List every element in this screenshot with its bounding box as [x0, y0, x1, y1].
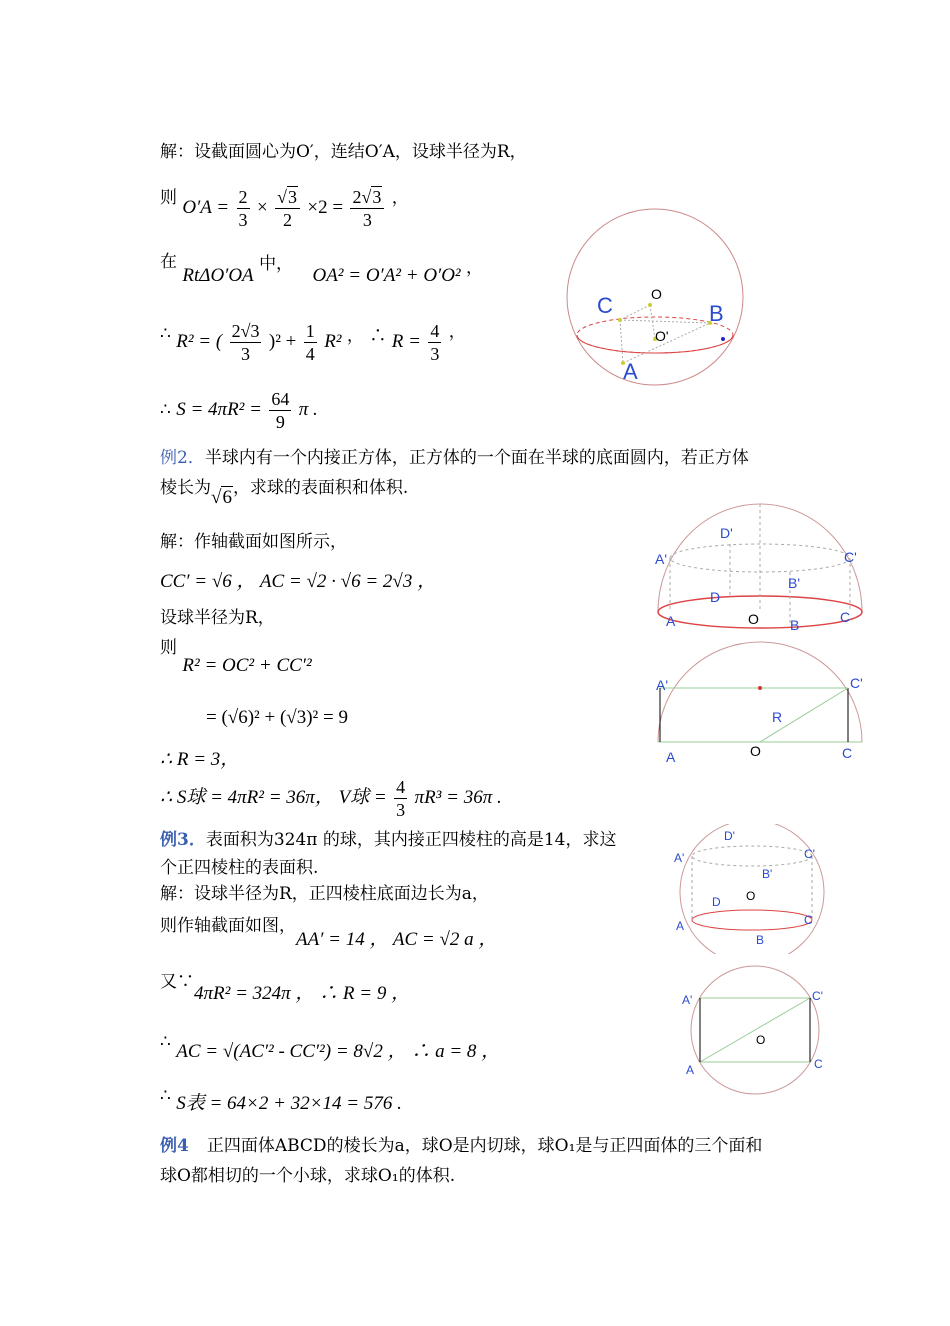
svg-text:A': A': [656, 677, 669, 693]
ex1-line5: ∴ S = 4πR² = $\frac{64}{9}$ π .: [160, 389, 318, 432]
ex2-sol-7: ∴ S球 = 4πR² = 36π， V球 = $\frac{4}{3}$ πR³ = 36π .: [160, 777, 502, 820]
figure-5-section: [680, 962, 830, 1098]
svg-text:A: A: [623, 359, 638, 384]
svg-text:C: C: [842, 745, 853, 761]
svg-text:C': C': [844, 549, 857, 565]
svg-text:O: O: [651, 286, 662, 302]
svg-text:A': A': [674, 851, 685, 865]
ex2-sol-4: 则 R² = OC² + CC′²: [160, 638, 312, 676]
svg-text:D: D: [710, 589, 721, 605]
svg-text:O: O: [746, 889, 756, 903]
ex1-line3: 在 RtΔO′OA 中， OA² = O′A² + O′O² ，: [160, 252, 484, 286]
svg-text:C': C': [812, 989, 823, 1003]
svg-text:D': D': [724, 829, 735, 843]
ex3-title-line2: 个正四棱柱的表面积.: [160, 858, 319, 878]
svg-text:C': C': [804, 847, 815, 861]
svg-text:A': A': [682, 993, 693, 1007]
svg-text:C: C: [840, 609, 851, 625]
svg-text:B: B: [756, 933, 765, 947]
ex3-sol-1: 解：设球半径为R，正四棱柱底面边长为a，: [160, 884, 489, 904]
svg-text:A: A: [666, 749, 676, 765]
svg-text:O: O: [750, 743, 761, 759]
ex1-line1: 解：设截面圆心为O′，连结O′A，设球半径为R，: [160, 142, 527, 162]
ex3-sol-3: 又∵4πR² = 324π ， ∴ R = 9 ，: [160, 972, 411, 1004]
figure-4-sphere-prism: [672, 824, 832, 954]
svg-text:C': C': [850, 675, 863, 691]
ex4-line2: 球O都相切的一个小球，求球O₁的体积.: [160, 1166, 456, 1186]
ex2-sol-2: CC′ = √6 ， AC = √2 · √6 = 2√3 ，: [160, 571, 437, 592]
svg-text:B: B: [709, 301, 724, 326]
ex4-line1: 例4 正四面体ABCD的棱长为a，球O是内切球，球O₁是与正四面体的三个面和: [160, 1136, 763, 1156]
svg-text:B': B': [762, 867, 773, 881]
ex2-sol-6: ∴ R = 3，: [160, 749, 240, 770]
svg-text:O: O: [756, 1033, 766, 1047]
svg-text:A: A: [676, 919, 685, 933]
svg-text:A: A: [666, 613, 676, 629]
ex2-title-line: 例2．半球内有一个内接正方体，正方体的一个面在半球的底面圆内，若正方体: [160, 448, 749, 468]
ex2-sol-1: 解：作轴截面如图所示，: [160, 532, 347, 552]
ex2-sol-3: 设球半径为R，: [160, 608, 275, 628]
svg-text:A': A': [655, 551, 668, 567]
ex1-line4: ∴ R² = ( $\frac{2√3}{3}$ )² + $\frac{1}{4}$ R² ， ∴ R = $\frac{4}{3}$ ，: [160, 321, 466, 364]
svg-text:O': O': [655, 328, 669, 344]
svg-text:D': D': [720, 525, 733, 541]
figure-1-sphere: [555, 205, 755, 390]
svg-text:O: O: [748, 611, 759, 627]
svg-text:C: C: [804, 913, 813, 927]
svg-text:A: A: [686, 1063, 695, 1077]
svg-text:B': B': [788, 575, 801, 591]
ex3-sol-2: 则作轴截面如图，AA′ = 14 ， AC = √2 a ，: [160, 916, 498, 950]
svg-text:D: D: [712, 895, 721, 909]
ex2-sol-5: = (√6)² + (√3)² = 9: [206, 707, 348, 728]
ex3-title-line: 例3．表面积为324π 的球，其内接正四棱柱的高是14，求这: [160, 830, 617, 850]
svg-text:B: B: [790, 617, 800, 633]
ex3-sol-4: ∴ AC = √(AC′² - CC′²) = 8√2 ， ∴ a = 8 ，: [160, 1032, 501, 1062]
figure-3-section: [650, 640, 870, 770]
svg-text:C: C: [597, 293, 613, 318]
svg-text:C: C: [814, 1057, 823, 1071]
ex1-line2: 则 O′A = $\frac{2}{3}$ × $\frac{√3}{2}$ ×2 = $\frac{2√3}{3}$ ，: [160, 187, 409, 230]
figure-2-hemisphere: [650, 500, 870, 640]
ex3-sol-5: ∴ S表 = 64×2 + 32×14 = 576 .: [160, 1086, 402, 1114]
svg-text:R: R: [772, 709, 783, 725]
ex2-title-line2: 棱长为√6，求球的表面积和体积.: [160, 478, 409, 508]
